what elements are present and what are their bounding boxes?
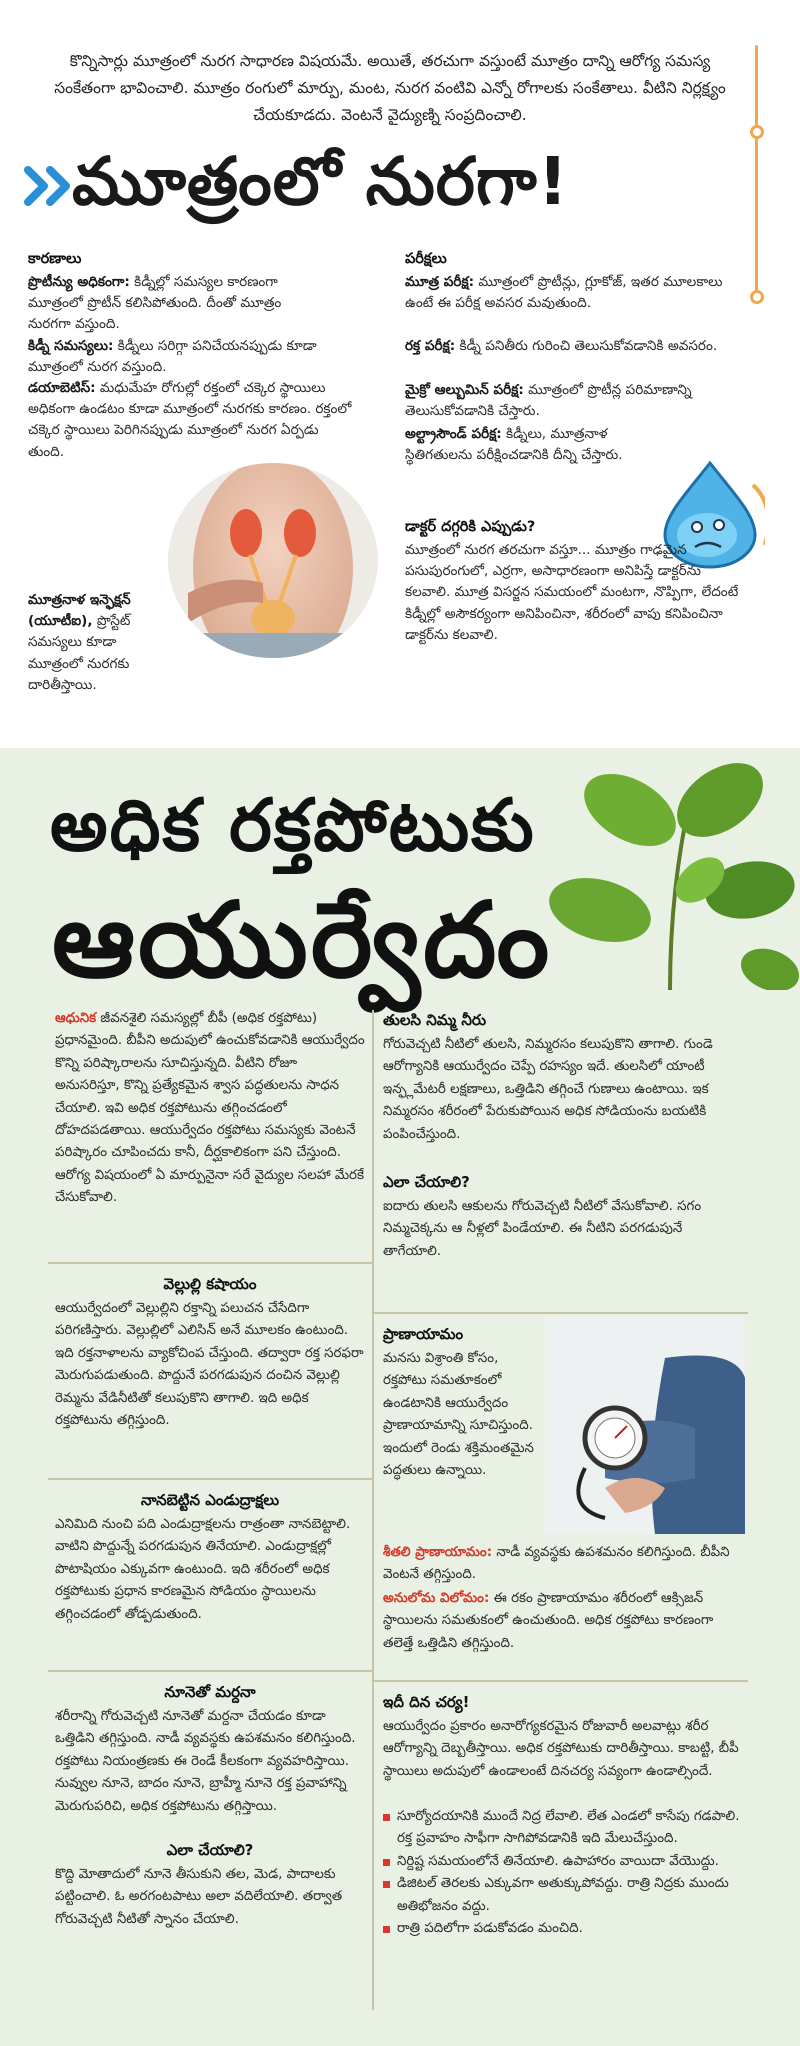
tests-item: [405, 336, 735, 357]
intro-text: జీవనశైలి సమస్యల్లో బీపీ (అధిక రక్తపోటు) ప్రధానమైంది. బీపీని అదుపులో ఉంచుకోవడానికి ఆయుర్వేదం కొన్ని పరిష్కారాలను సూచిస్తున్నది. వీటిని రోజూ అనుసరిస్తూ, కొన్ని ప్రత్యేకమైన శ్వాస పద్ధతులను సాధన చేయాలి. ఇవి అధిక రక్తపోటును తగ్గించడంలో దోహదపడతాయి. ఆయుర్వేదం రక్తపోటు సమస్యకు వెంటనే పరిష్కారం చూపించదు కానీ, దీర్ఘకాలికంగా పని చేస్తుంది. ఆరోగ్య విషయంలో ఏ మార్పునైనా సరే వైద్యుల సలహా మేరకే చేసుకోవాలి.: [55, 1011, 365, 1206]
sheetali-item: [383, 1542, 743, 1587]
doctor-section: [405, 516, 745, 538]
kidney-pain-photo: [168, 463, 378, 658]
anulom-item: [383, 1588, 743, 1655]
anulom-label: అనులోమ విలోమం:: [383, 1591, 490, 1606]
garlic-text: ఆయుర్వేదంలో వెల్లుల్లిని రక్తాన్ని పలుచన చేసేదిగా పరిగణిస్తారు. వెల్లుల్లిలో ఎలిసిన్ అనే మూలకం ఉంటుంది. ఇది రక్తనాళాలను వ్యాకోచింప చేస్తుంది. తద్వారా రక్త సరఫరా మెరుగుపడుతుంది. పొద్దునే పరగడుపున దంచిన వెల్లుల్లి రెమ్మను వేడినీటితో కలుపుకొని తాగాలి. ఇది అధిక రక్తపోటును తగ్గిస్తుంది.: [55, 1301, 364, 1429]
tulsi-leaves-illustration: [520, 740, 800, 990]
causes-heading: కారణాలు: [28, 251, 82, 267]
anulom-text: ఈ రకం ప్రాణాయామం శరీరంలో ఆక్సిజన్ స్థాయిలను సమతుకంలో ఉంచుతుంది. అధిక రక్తపోటు కారణంగా తలెత్తే ఒత్తిడిని తగ్గిస్తుంది.: [383, 1591, 714, 1651]
cause-text: కిడ్నీలు సరిగ్గా పనిచేయనప్పుడు కూడా మూత్రంలో నురగ వస్తుంది.: [28, 338, 317, 376]
test-text: కిడ్నీలు, మూత్రనాళ స్థితిగతులను పరీక్షించడానికి దీన్ని చేస్తారు.: [405, 426, 623, 464]
article2-intro: [55, 1008, 365, 1210]
test-label: అల్ట్రాసౌండ్ పరీక్ష:: [405, 426, 502, 442]
article1-intro: కొన్నిసార్లు మూత్రంలో నురగ సాధారణ విషయమే. అయితే, తరచుగా వస్తుంటే మూత్రం దాన్ని ఆరోగ్య సమస్య సంకేతంగా భావించాలి. మూత్రం రంగులో మార్పు, మంట, నురగ వంటివి ఎన్నో రోగాలకు సంకేతాలు. వీటిని నిర్లక్ష్యం చేయకూడదు. వెంటనే వైద్యుణ్ని సంప్రదించాలి.: [54, 52, 726, 124]
oil-massage-text: శరీరాన్ని గోరువెచ్చటి నూనెతో మర్దనా చేయడం కూడా ఒత్తిడిని తగ్గిస్తుంది. నాడీ వ్యవస్థకు ఉపశమనం కలిగిస్తుంది. రక్తపోటు నియంత్రణకు ఈ రెండే కీలకంగా వ్యవహరిస్తాయి. నువ్వుల నూనె, బాదం నూనె, బ్రాహ్మీ నూనె రక్త ప్రవాహాన్ని మెరుగుపరిచి, అధిక రక్తపోటును తగ్గిస్తాయి.: [55, 1709, 356, 1814]
raisins-heading: నానబెట్టిన ఎండుద్రాక్షలు: [140, 1491, 280, 1509]
oil-massage-heading: నూనెతో మర్దనా: [164, 1683, 256, 1701]
test-text: మూత్రంలో ప్రొటీన్ల పరిమాణాన్ని తెలుసుకోవడానికి చేస్తారు.: [405, 382, 692, 420]
section-divider: [48, 1670, 372, 1672]
tests-item: [405, 380, 735, 422]
tulsi-how-heading: ఎలా చేయాలి?: [383, 1173, 470, 1191]
list-item: రాత్రి పదిలోగా పడుకోవడం మంచిది.: [383, 1918, 743, 1940]
decorative-dot: [750, 290, 764, 304]
tulsi-heading: తులసి నిమ్మ నీరు: [383, 1011, 487, 1029]
routine-heading: ఇదీ దిన చర్య!: [383, 1693, 470, 1711]
routine-text: ఆయుర్వేదం ప్రకారం అనారోగ్యకరమైన రోజువారీ అలవాట్లు శరీర ఆరోగ్యాన్ని దెబ్బతీస్తాయి. అధిక రక్తపోటుకు దారితీస్తాయి. కాబట్టి, బీపీ స్థాయిలు అదుపులో ఉండాలంటే దినచర్య సవ్యంగా ఉండాల్సిందే.: [383, 1719, 739, 1779]
pranayama-heading: ప్రాణాయామం: [383, 1325, 464, 1343]
list-item: నిర్దిష్ట సమయంలోనే తినేయాలి. ఉపాహారం వాయిదా వేయొద్దు.: [383, 1851, 743, 1873]
article2-title-line2: ఆయుర్వేదం: [52, 879, 553, 1001]
cause-text: మధుమేహ రోగుల్లో రక్తంలో చక్కెర స్థాయిలు అధికంగా ఉండటం కూడా మూత్రంలో నురగకు కారణం. రక్తంలో చక్కెర స్థాయిలు పెరిగినప్పుడు మూత్రంలో నురగ ఏర్పడు తుంది.: [28, 380, 352, 460]
causes-item: [28, 272, 328, 336]
list-item: సూర్యోదయానికి ముందే నిద్ర లేవాలి. లేత ఎండలో కాసేపు గడపాలి. రక్త ప్రవాహం సాఫీగా సాగిపోవడానికి ఇది మేలుచేస్తుంది.: [383, 1806, 743, 1851]
cause-text: ప్రొస్టేట్ సమస్యలు కూడా మూత్రంలో నురగకు దారితీస్తాయి.: [28, 613, 131, 693]
cause-label: మూత్రనాళ ఇన్ఫెక్షన్ (యూటీఐ),: [28, 592, 131, 630]
test-text: మూత్రంలో ప్రొటీన్లు, గ్లూకోజ్, ఇతర మూలకాలు ఉంటే ఈ పరీక్ష అవసర మవుతుంది.: [405, 274, 723, 312]
cause-label: డయాబెటిస్:: [28, 380, 96, 396]
pranayama-text: మనసు విశ్రాంతి కోసం, రక్తపోటు సమతూకంలో ఉండటానికి ఆయుర్వేదం ప్రాణాయామాన్ని సూచిస్తుంది. ఇందులో రెండు శక్తిమంతమైన పద్ధతులు ఉన్నాయి.: [383, 1351, 534, 1479]
article2-title-line1: అధిక రక్తపోటుకు: [50, 783, 536, 867]
raisins-text: ఎనిమిది నుంచి పది ఎండుద్రాక్షలను రాత్రంతా నానబెట్టాలి. వాటిని పొద్దున్నే పరగడుపున తినేయాలి. ఎండుద్రాక్షల్లో పొటాషియం ఎక్కువగా ఉంటుంది. ఇది శరీరంలో అధిక రక్తపోటుకు ప్రధాన కారణమైన సోడియం స్థాయిలను తగ్గించడంలో తోడ్పడుతుంది.: [55, 1517, 351, 1622]
tests-item: [405, 272, 735, 314]
garlic-heading: వెల్లుల్లి కషాయం: [163, 1275, 257, 1293]
doctor-text: మూత్రంలో నురగ తరచుగా వస్తూ... మూత్రం గాఢమైన పసుపురంగులో, ఎర్రగా, అసాధారణంగా అనిపిస్తే డాక్టర్‌ను కలవాలి. మూత్ర విసర్జన సమయంలో మంటగా, నొప్పిగా, లేదంటే కిడ్నీల్లో అసౌకర్యంగా అనిపించినా, శరీరంలో వాపు కనిపించినా డాక్టర్‌ను కలవాలి.: [405, 542, 739, 643]
causes-item: [28, 336, 328, 378]
cause-label: ప్రొటీన్యు అధికంగా:: [28, 274, 130, 290]
doctor-heading: డాక్టర్ దగ్గరికి ఎప్పుడు?: [405, 519, 536, 535]
section-divider: [48, 1478, 372, 1480]
sheetali-text: నాడీ వ్యవస్థకు ఉపశమనం కలిగిస్తుంది. బీపీని వెంటనే తగ్గిస్తుంది.: [383, 1545, 730, 1583]
cause-label: కిడ్నీ సమస్యలు:: [28, 338, 114, 354]
intro-lead-word: ఆధునిక: [55, 1011, 97, 1026]
section-divider: [48, 1262, 372, 1264]
causes-item: [28, 590, 168, 696]
test-label: మూత్ర పరీక్ష:: [405, 274, 475, 290]
blood-pressure-photo: [545, 1318, 745, 1534]
oil-how-heading: ఎలా చేయాలి?: [166, 1841, 254, 1859]
tests-item: [405, 424, 655, 466]
decorative-dot: [750, 125, 764, 139]
test-text: కిడ్నీ పనితీరు గురించి తెలుసుకోవడానికి అవసరం.: [455, 338, 718, 354]
section-divider: [372, 1680, 748, 1682]
causes-item: [28, 378, 358, 463]
routine-list: [383, 1806, 743, 1940]
column-divider: [372, 1010, 374, 2010]
sheetali-label: శీతలి ప్రాణాయామం:: [383, 1545, 493, 1560]
oil-how-text: కొద్ది మోతాదులో నూనె తీసుకుని తల, మెడ, పాదాలకు పట్టించాలి. ఓ అరగంటపాటు అలా వదిలేయాలి. తర్వాత గోరువెచ్చటి నీటితో స్నానం చేయాలి.: [55, 1867, 343, 1927]
tulsi-how-text: ఐదారు తులసి ఆకులను గోరువెచ్చటి నీటిలో వేసుకోవాలి. సగం నిమ్మచెక్కను ఆ నీళ్లలో పిండేయాలి. ఈ నీటిని పరగడుపునే తాగేయాలి.: [383, 1199, 702, 1259]
tests-heading: పరీక్షలు: [405, 251, 447, 267]
causes-section: [28, 248, 368, 270]
tests-section: [405, 248, 745, 270]
list-item: డిజిటల్ తెరలకు ఎక్కువగా అతుక్కుపోవద్దు. రాత్రి నిద్రకు ముందు అతిభోజనం వద్దు.: [383, 1873, 743, 1918]
cause-text: కిడ్నీల్లో సమస్యల కారణంగా మూత్రంలో ప్రొటీన్ కలిసిపోతుంది. దీంతో మూత్రం నురగగా వస్తుంది.: [28, 274, 282, 333]
tulsi-text: గోరువెచ్చటి నీటిలో తులసి, నిమ్మరసం కలుపుకొని తాగాలి. గుండె ఆరోగ్యానికి ఆయుర్వేదం చెప్పే రహస్యం ఇదే. తులసిలో యాంటీ ఇన్ఫ్లమేటరీ లక్షణాలు, ఒత్తిడిని తగ్గించే గుణాలు ఉంటాయి. ఇక నిమ్మరసం శరీరంలో పేరుకుపోయిన అధిక సోడియంను బయటికి పంపించేస్తుంది.: [383, 1037, 713, 1142]
article1-title: మూత్రంలో నురగా!: [72, 143, 569, 220]
decorative-line: [755, 45, 758, 295]
section-divider: [372, 1312, 748, 1314]
test-label: మైక్రో ఆల్బుమిన్ పరీక్ష:: [405, 382, 524, 398]
test-label: రక్త పరీక్ష:: [405, 338, 456, 354]
